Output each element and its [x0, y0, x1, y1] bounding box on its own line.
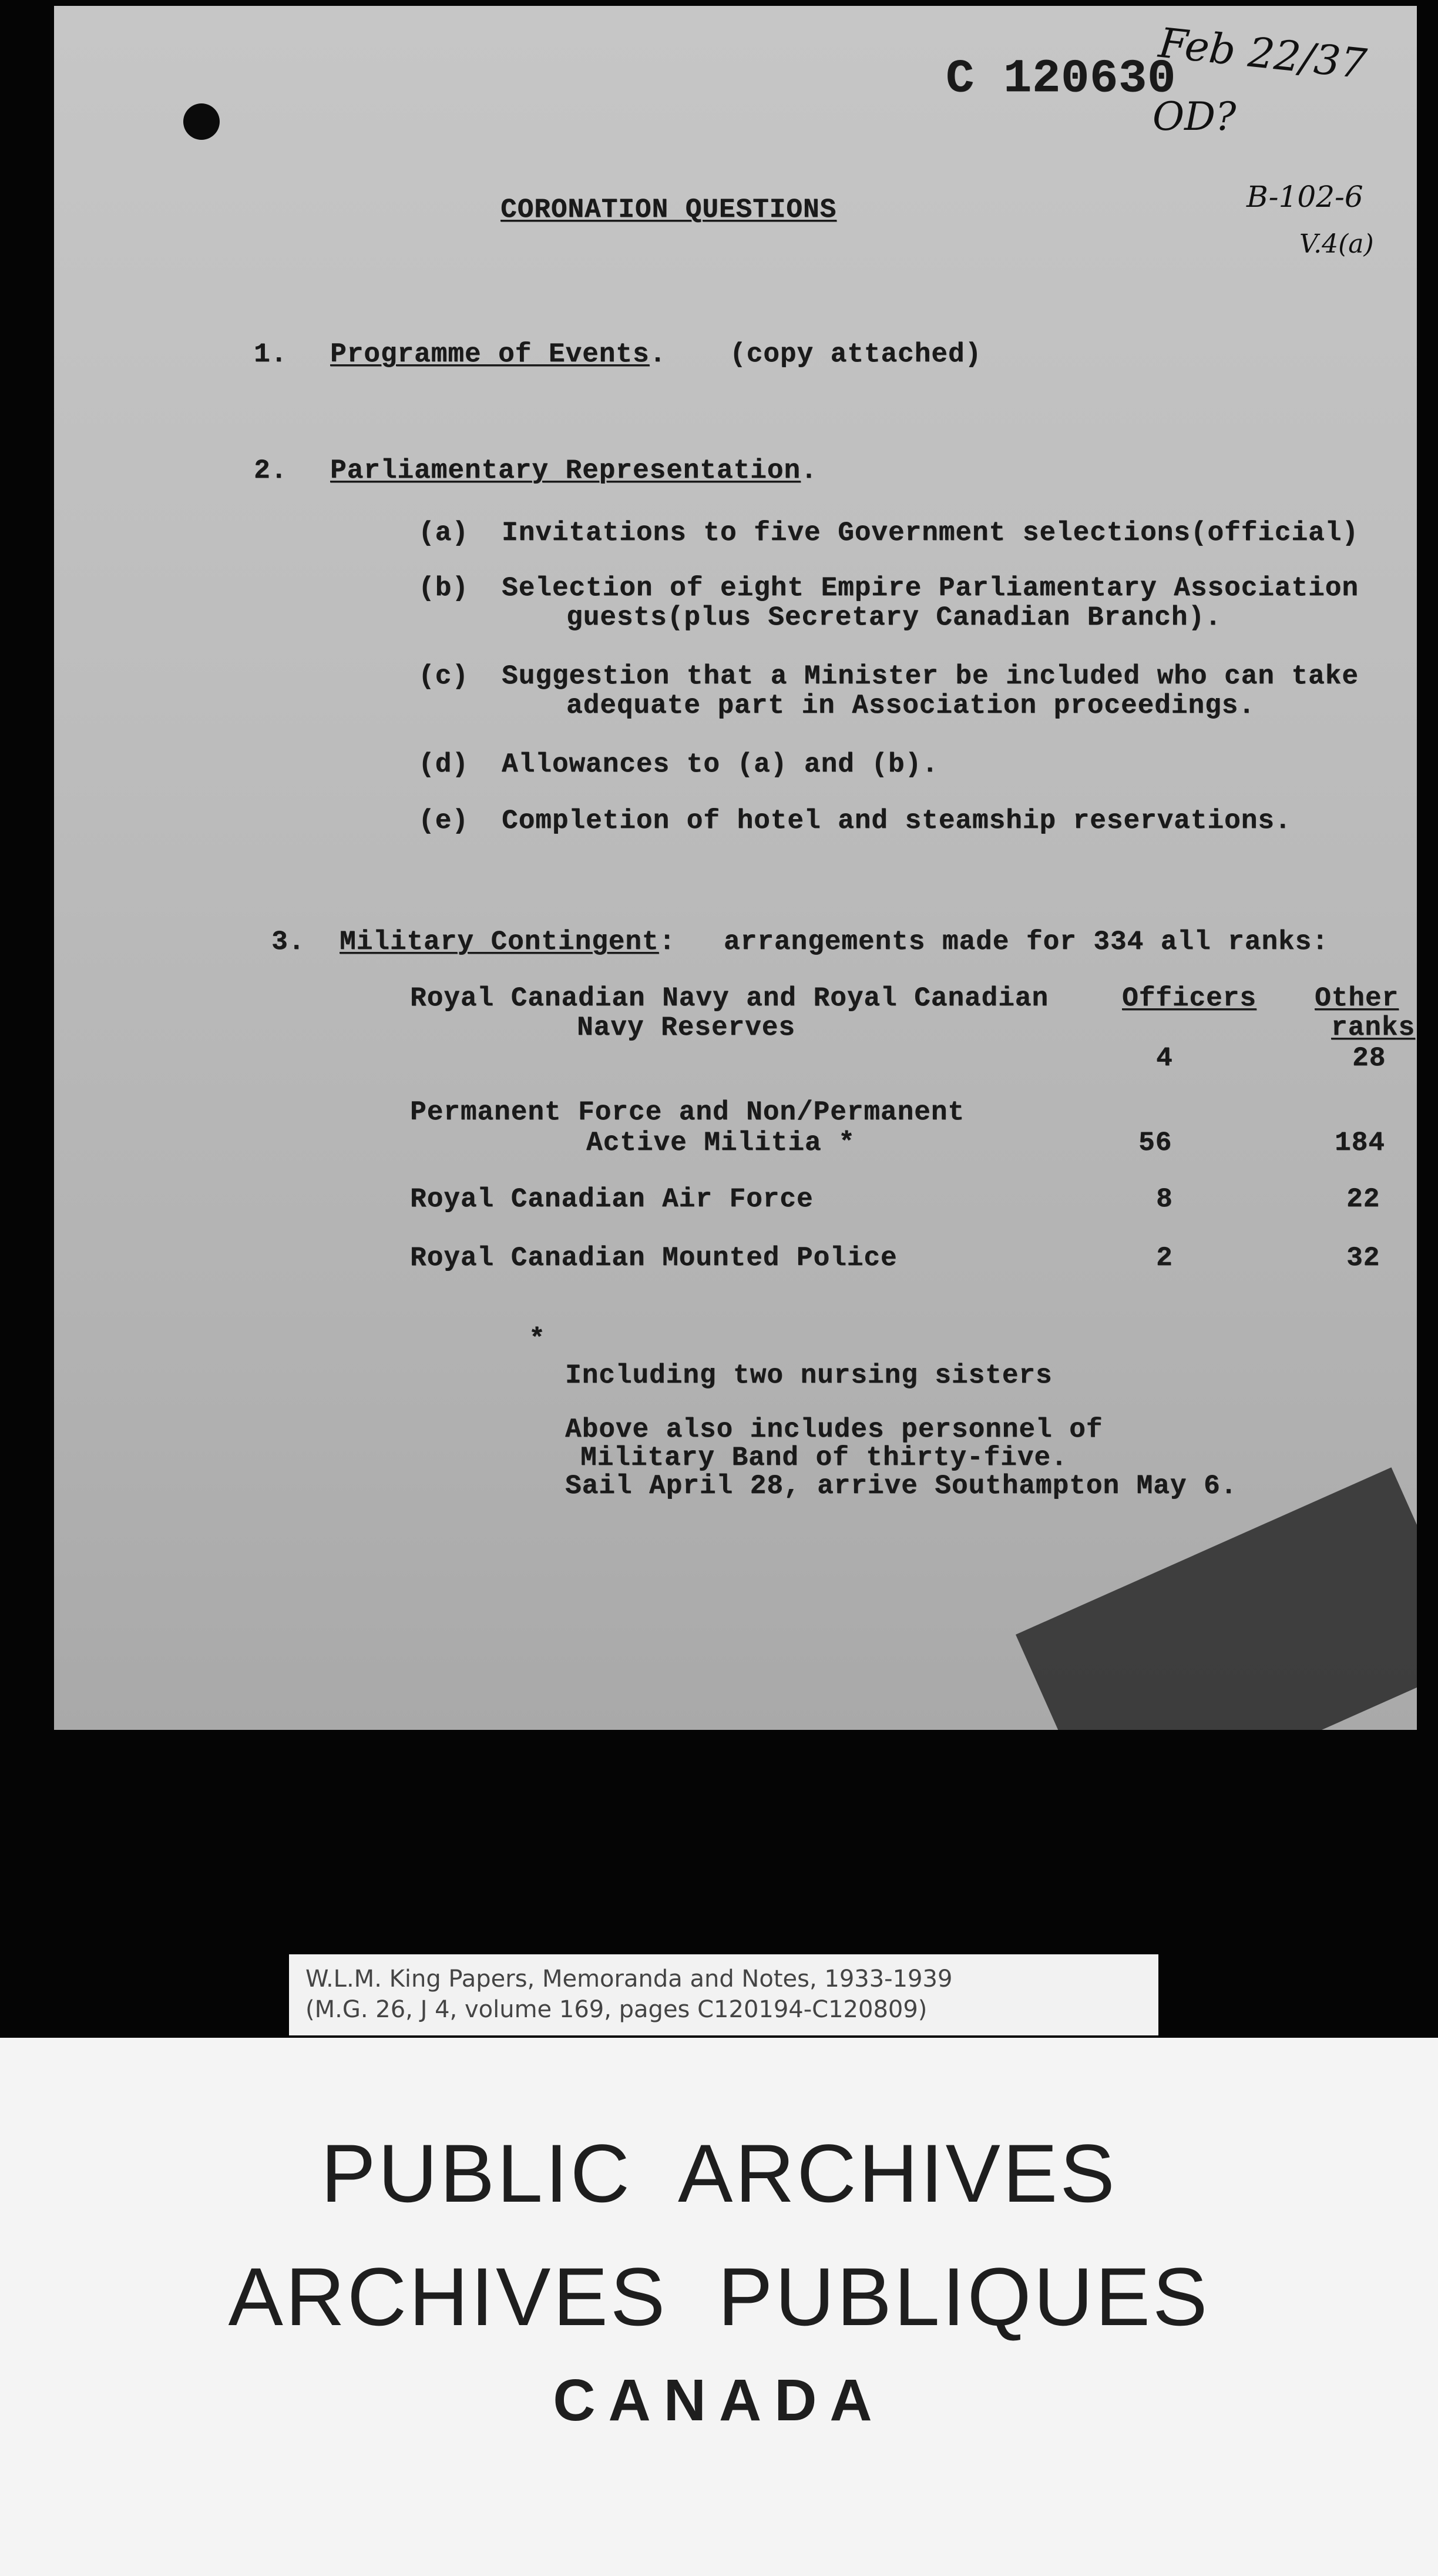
- item1-number: 1.: [254, 339, 288, 370]
- row4-other: 32: [1346, 1243, 1380, 1273]
- reference-number: C 120630: [946, 52, 1177, 106]
- item2-d-letter: (d): [418, 749, 469, 780]
- row1-name-line1: Royal Canadian Navy and Royal Canadian: [410, 983, 1049, 1014]
- caption-line1: W.L.M. King Papers, Memoranda and Notes, 1933-1939: [305, 1965, 953, 1993]
- footnote-line1: Including two nursing sisters: [565, 1360, 1053, 1391]
- item3-heading: [340, 927, 676, 957]
- item2-a-line1: Invitations to five Government selections(official): [502, 518, 1359, 548]
- archive-caption: [289, 1954, 1158, 2035]
- handwritten-initials: OD?: [1153, 94, 1237, 139]
- item2-a-letter: (a): [418, 518, 469, 548]
- item2-c-line1: Suggestion that a Minister be included who can take: [502, 661, 1359, 692]
- row2-other: 184: [1335, 1128, 1385, 1158]
- item3-label: Military Contingent: [340, 927, 659, 957]
- item3-suffix: :: [658, 927, 676, 957]
- row3-name: Royal Canadian Air Force: [410, 1184, 814, 1215]
- footnote-line4: Sail April 28, arrive Southampton May 6.: [565, 1471, 1238, 1501]
- item2-e-letter: (e): [418, 806, 469, 836]
- column-other-2: ranks: [1331, 1012, 1416, 1043]
- item3-number: 3.: [271, 927, 305, 957]
- footnote-line3: Military Band of thirty-five.: [580, 1443, 1068, 1473]
- banner-line3: CANADA: [553, 2367, 885, 2433]
- row1-other: 28: [1352, 1043, 1386, 1074]
- banner-line1: PUBLIC ARCHIVES: [321, 2127, 1117, 2219]
- item2-suffix: .: [800, 455, 818, 486]
- item2-c-letter: (c): [418, 661, 469, 692]
- banner-line2: ARCHIVES PUBLIQUES: [228, 2250, 1210, 2343]
- footnote-mark: *: [529, 1324, 546, 1354]
- item1-label: Programme of Events: [330, 339, 650, 370]
- handwritten-ref-2: V.4(a): [1299, 229, 1374, 259]
- row1-officers: 4: [1156, 1043, 1173, 1074]
- caption-line2: (M.G. 26, J 4, volume 169, pages C120194-C120809): [305, 1996, 928, 2023]
- row4-name: Royal Canadian Mounted Police: [410, 1243, 898, 1273]
- item1-note: (copy attached): [730, 339, 982, 370]
- column-other-1: Other: [1315, 983, 1399, 1014]
- row3-other: 22: [1346, 1184, 1380, 1215]
- item2-b-letter: (b): [418, 573, 469, 603]
- row2-name-line2: Active Militia *: [586, 1128, 855, 1158]
- document-page: [54, 6, 1417, 1730]
- row4-officers: 2: [1156, 1243, 1173, 1273]
- row2-officers: 56: [1138, 1128, 1172, 1158]
- item2-e-line1: Completion of hotel and steamship reservations.: [502, 806, 1292, 836]
- handwritten-date: Feb 22/37: [1156, 18, 1369, 89]
- row1-name-line2: Navy Reserves: [577, 1012, 795, 1043]
- item2-d-line1: Allowances to (a) and (b).: [502, 749, 939, 780]
- item1-heading: [330, 340, 666, 369]
- item3-note: arrangements made for 334 all ranks:: [724, 927, 1329, 957]
- row2-name-line1: Permanent Force and Non/Permanent: [410, 1097, 965, 1128]
- item2-b-line2: guests(plus Secretary Canadian Branch).: [566, 602, 1222, 633]
- footnote-line2: Above also includes personnel of: [565, 1414, 1103, 1445]
- item1-suffix: .: [649, 339, 667, 370]
- column-officers: Officers: [1122, 983, 1256, 1014]
- item2-heading: [330, 456, 818, 485]
- punch-hole: [183, 103, 220, 140]
- item2-label: Parliamentary Representation: [330, 455, 801, 486]
- document-title: CORONATION QUESTIONS: [500, 194, 837, 225]
- item2-number: 2.: [254, 455, 288, 486]
- handwritten-ref-1: B-102-6: [1247, 180, 1363, 214]
- item2-c-line2: adequate part in Association proceedings.: [566, 690, 1255, 721]
- item2-b-line1: Selection of eight Empire Parliamentary Association: [502, 573, 1359, 603]
- archives-banner: [0, 2038, 1438, 2576]
- row3-officers: 8: [1156, 1184, 1173, 1215]
